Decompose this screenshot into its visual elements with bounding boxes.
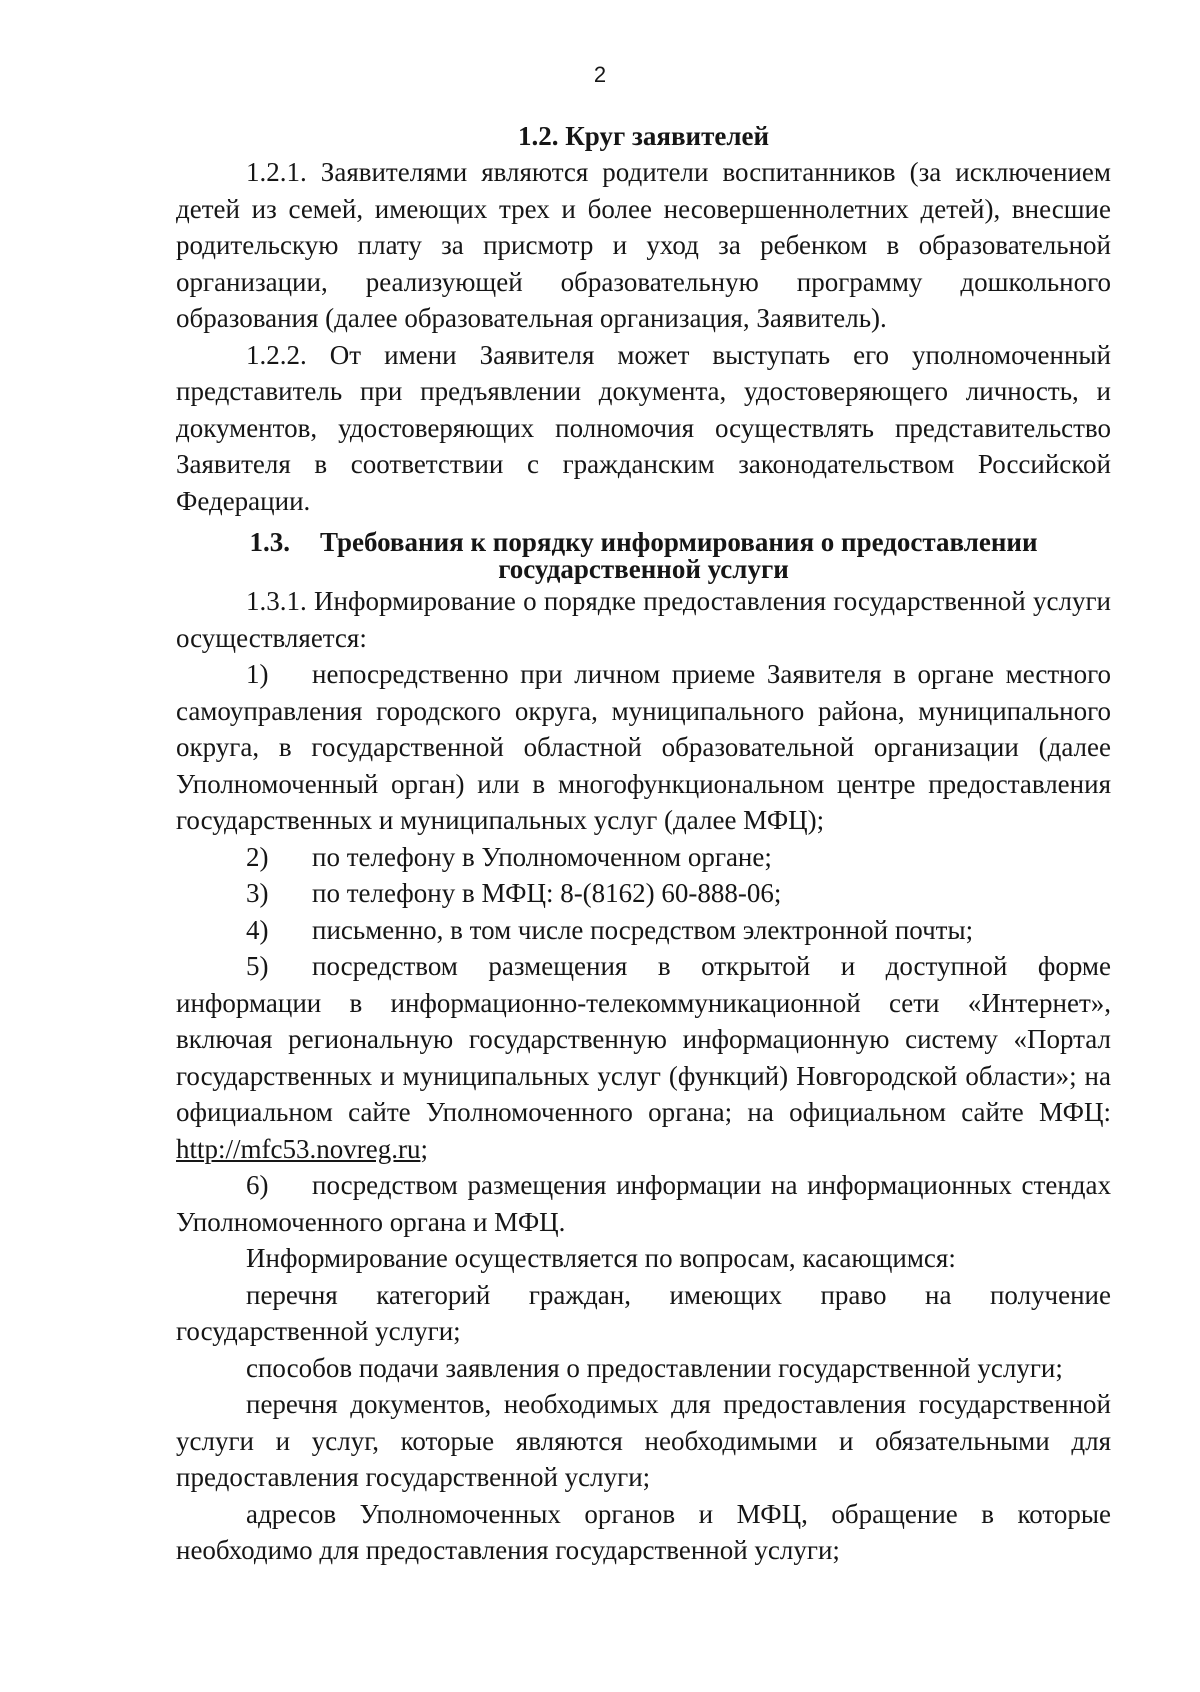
topic-item: способов подачи заявления о предоставлении государственной услуги; [246,1352,1063,1383]
list-item-number: 2) [246,841,269,872]
section-1-3-number: 1.3. [249,527,290,557]
list-item-text: непосредственно при личном приеме Заявителя в органе местного самоуправления городского округа, муниципального района, муниципального округа, в государственной областной образовательной организации (далее Уполномоченный орган) или в многофункциональном центре предоставления государственных и муниципальных услуг (далее МФЦ); [176,659,1111,835]
page-content [176,118,1111,1569]
list-item-3 [176,875,1111,912]
list-item-text: письменно, в том числе посредством электронной почты; [312,914,974,945]
section-1-3-title-line1: Требования к порядку информирования о предоставлении [319,527,1038,557]
link-suffix: ; [420,1133,428,1164]
list-item-4 [176,912,1111,949]
topic-item: адресов Уполномоченных органов и МФЦ, обращение в которые необходимо для предоставления государственной услуги; [176,1498,1111,1565]
list-item-text: посредством размещения информации на информационных стендах Уполномоченного органа и МФЦ. [176,1170,1111,1237]
mfc-website-link[interactable]: http://mfc53.novreg.ru [176,1133,421,1164]
topic-item: перечня документов, необходимых для предоставления государственной услуги и услуг, которые являются необходимыми и обязательными для предоставления государственной услуги; [176,1389,1111,1492]
list-item-number: 3) [246,878,269,908]
list-item-text: по телефону в МФЦ: 8-(8162) 60-888-06; [312,878,782,908]
list-item-number: 6) [246,1170,269,1200]
paragraph-1-2-2: 1.2.2. От имени Заявителя может выступать его уполномоченный представитель при предъявлении документа, удостоверяющего личность, и документов, удостоверяющих полномочия осуществлять представительство Заявителя в соответствии с гражданским законодательством Российской Федерации. [176,339,1111,516]
section-1-3-title-line2: государственной услуги [498,554,789,584]
paragraph-1-2-1: 1.2.1. Заявителями являются родители воспитанников (за исключением детей из семей, имеющих трех и более несовершеннолетних детей), внесшие родительскую плату за присмотр и уход за ребенком в образовательной организации, реализующей образовательную программу дошкольного образования (далее образовательная организация, Заявитель). [176,157,1111,333]
info-intro: Информирование осуществляется по вопросам, касающимся: [246,1243,956,1273]
list-item-2 [176,839,1111,876]
list-item-6 [176,1167,1111,1240]
list-item-text: по телефону в Уполномоченном органе; [312,841,772,872]
list-item-text: посредством размещения в открытой и доступной форме информации в информационно-телекоммуникационной сети «Интернет», включая региональную государственную информационную систему «Портал государственных и муниципальных услуг (функций) Новгородской области»; на официальном сайте Уполномоченного органа; на официальном сайте МФЦ: [176,951,1111,1127]
topic-item: перечня категорий граждан, имеющих право на получение государственной услуги; [176,1279,1111,1346]
list-item-number: 5) [246,951,269,981]
paragraph-1-3-1: 1.3.1. Информирование о порядке предоставления государственной услуги осуществляется: [176,586,1111,653]
list-item-number: 4) [246,914,269,945]
list-item-5 [176,948,1111,1167]
section-1-2-title: 1.2. Круг заявителей [517,121,770,151]
section-1-3-title [176,529,1111,583]
list-item-1 [176,656,1111,839]
page-number: 2 [593,62,607,87]
list-item-number: 1) [246,659,269,689]
